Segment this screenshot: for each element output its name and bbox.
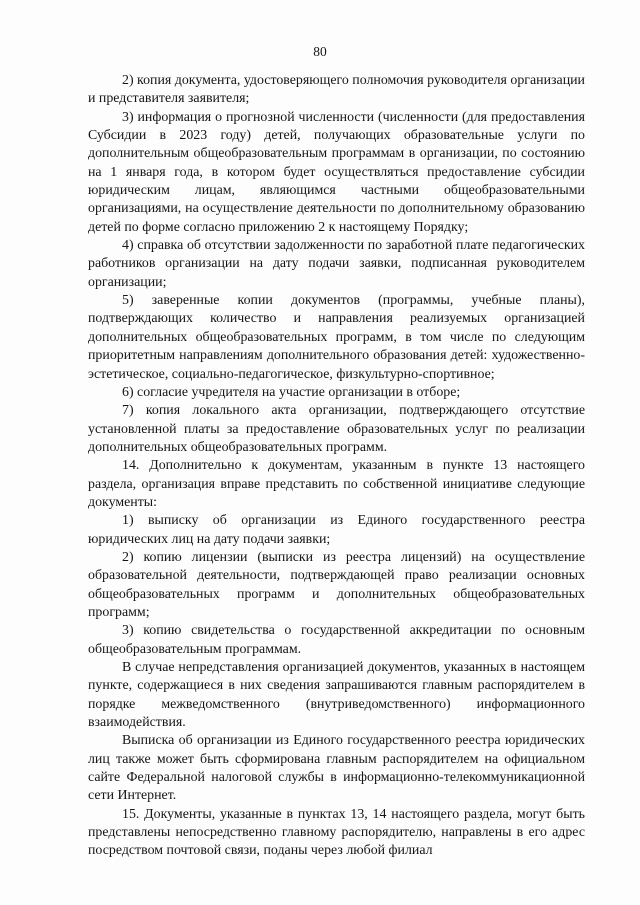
paragraph-non-submission: В случае непредставления организацией документов, указанных в настоящем пункте, содержащиеся в них сведения запрашиваются главным распорядителем в порядке межведомственного (внутриведомственного) информационного взаимодействия. (88, 660, 585, 731)
paragraph-14-2: 2) копию лицензии (выписки из реестра лицензий) на осуществление образовательной деятельности, подтверждающей право реализации основных общеобразовательных программ и дополнительных общеобразовательных программ; (88, 549, 585, 620)
paragraph-13-5: 5) заверенные копии документов (программы, учебные планы), подтверждающих количество и направления реализуемых организацией дополнительных общеобразовательных программ, в том числе по следующим приоритетным направлениям дополнительного образования детей: художественно-эстетическое, социально-педагогическое, физкультурно-спортивное; (88, 293, 585, 382)
paragraph-extract: Выписка об организации из Единого государственного реестра юридических лиц также может быть сформирована главным распорядителем на официальном сайте Федеральной налоговой службы в информационно-телекоммуникационной сети Интернет. (88, 733, 585, 804)
document-body (88, 72, 585, 861)
paragraph-13-7: 7) копия локального акта организации, подтверждающего отсутствие установленной платы за предоставление образовательных услуг по реализации дополнительных общеобразовательных программ. (88, 403, 585, 455)
paragraph-14-1: 1) выписку об организации из Единого государственного реестра юридических лиц на дату подачи заявки; (88, 513, 585, 547)
paragraph-13-2: 2) копия документа, удостоверяющего полномочия руководителя организации и представителя заявителя; (88, 73, 585, 107)
paragraph-13-4: 4) справка об отсутствии задолженности по заработной плате педагогических работников организации на дату подачи заявки, подписанная руководителем организации; (88, 238, 585, 290)
paragraph-14: 14. Дополнительно к документам, указанным в пункте 13 настоящего раздела, организация вправе представить по собственной инициативе следующие документы: (88, 458, 585, 510)
paragraph-13-6: 6) согласие учредителя на участие организации в отборе; (122, 384, 461, 400)
paragraph-15: 15. Документы, указанные в пунктах 13, 14 настоящего раздела, могут быть представлены непосредственно главному распорядителю, направлены в его адрес посредством почтовой связи, поданы через любой филиал (88, 806, 585, 859)
paragraph-14-3: 3) копию свидетельства о государственной аккредитации по основным общеобразовательным программам. (88, 623, 585, 657)
paragraph-13-3: 3) информация о прогнозной численности (численности (для предоставления Субсидии в 2023 году) детей, получающих образовательные услуги по дополнительным общеобразовательным программам в организации, по состоянию на 1 января года, в котором будет осуществляться предоставление субсидии юридическим лицам, являющимся частными общеобразовательными организациями, на осуществление деятельности по дополнительному образованию детей по форме согласно приложению 2 к настоящему Порядку; (88, 109, 585, 235)
page-number: 80 (313, 44, 327, 59)
